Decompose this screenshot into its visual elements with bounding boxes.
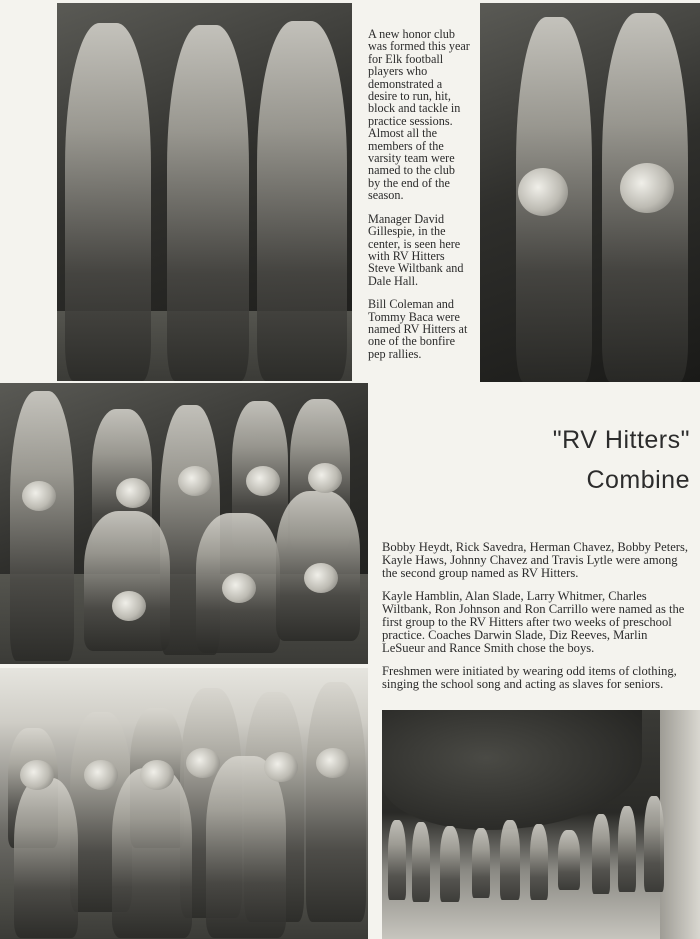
page-heading-line-2: Combine — [586, 466, 690, 494]
body-text — [382, 541, 692, 702]
second-group-rv-hitters-photo — [0, 383, 368, 664]
body-paragraph-3: Freshmen were initiated by wearing odd items of clothing, singing the school song and acting as slaves for seniors. — [382, 664, 677, 692]
two-students-with-helmets-photo — [480, 3, 700, 382]
top-caption-paragraph-2: Manager David Gillespie, in the center, is seen here with RV Hitters Steve Wiltbank and Dale Hall. — [368, 211, 464, 288]
top-caption-paragraph-1: A new honor club was formed this year for Elk football players who demonstrated a desire to run, hit, block and tackle in practice sessions. Almost all the members of the varsity team were named to the club by the end of the season. — [368, 27, 470, 203]
first-group-with-coaches-photo — [0, 668, 368, 939]
page-heading-line-1: "RV Hitters" — [552, 426, 690, 454]
freshmen-initiation-photo — [382, 710, 700, 939]
three-students-photo — [57, 3, 352, 381]
body-paragraph-2: Kayle Hamblin, Alan Slade, Larry Whitmer, Charles Wiltbank, Ron Johnson and Ron Carrillo were named as the first group to the RV Hitters after two weeks of preschool practice. Coaches Darwin Slade, Diz Reeves, Marlin LeSueur and Rance Smith chose the boys. — [382, 589, 685, 655]
top-caption-paragraph-3: Bill Coleman and Tommy Baca were named RV Hitters at one of the bonfire pep rallies. — [368, 297, 468, 361]
top-caption — [368, 28, 470, 371]
body-paragraph-1: Bobby Heydt, Rick Savedra, Herman Chavez, Bobby Peters, Kayle Haws, Johnny Chavez and Travis Lytle were among the second group named as RV Hitters. — [382, 540, 689, 580]
